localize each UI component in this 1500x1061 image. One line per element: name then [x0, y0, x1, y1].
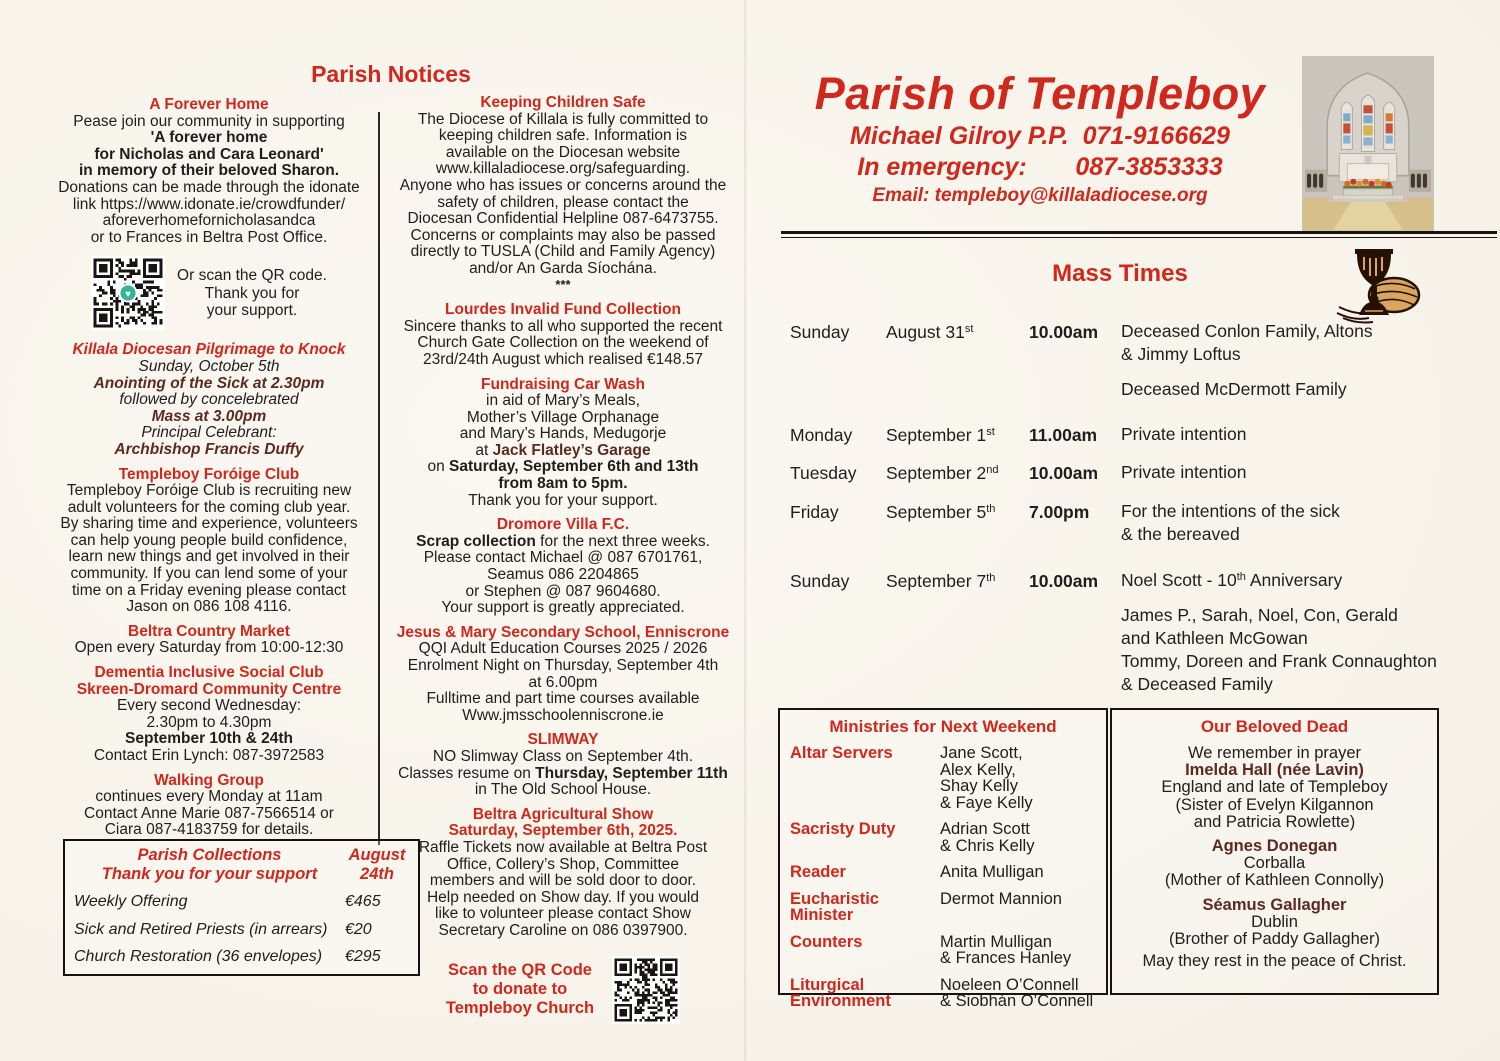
- beloved-dead-entries: [1122, 745, 1427, 970]
- qr-donate-row: [386, 956, 740, 1024]
- text-line: Killala Diocesan Pilgrimage to Knock: [72, 341, 346, 359]
- mass-date: September 1st: [886, 425, 995, 445]
- mass-intentions: [1121, 461, 1458, 484]
- text-line: in The Old School House.: [474, 781, 652, 799]
- collections-row-label: Sick and Retired Priests (in arrears): [74, 920, 328, 938]
- mass-day: Sunday: [790, 322, 850, 342]
- text-line: May they rest in the peace of Christ.: [1142, 952, 1407, 971]
- text-line: Sincere thanks to all who supported the recent: [403, 317, 723, 335]
- notice-section: [42, 342, 376, 458]
- text-line: 23rd/24th August which realised €148.57: [422, 350, 704, 368]
- text-line: Sunday, October 5th: [138, 357, 280, 375]
- text-line: your support.: [206, 302, 298, 320]
- collections-date-day: 24th: [360, 864, 394, 883]
- ministry-row: [790, 891, 1096, 924]
- text-line: NO Slimway Class on September 4th.: [432, 747, 694, 765]
- mass-date: August 31st: [886, 322, 974, 342]
- collections-row-value: €465: [345, 893, 381, 910]
- text-line: from 8am to 5pm.: [498, 475, 628, 493]
- mass-intention-group: [1121, 569, 1458, 592]
- notice-section: [386, 732, 740, 798]
- text-line: in memory of their beloved Sharon.: [78, 162, 340, 180]
- collections-row-value: €295: [345, 948, 381, 966]
- ministry-row: [790, 977, 1096, 1010]
- notice-section: [386, 807, 740, 940]
- mass-intention-line: and Kathleen McGowan: [1121, 628, 1308, 648]
- text-line: and Mary’s Hands, Medugorje: [459, 425, 667, 443]
- qr-code-donate-templeboy: [612, 956, 680, 1024]
- text-line: Church Gate Collection on the weekend of: [417, 334, 709, 352]
- collections-row-label: Church Restoration (36 envelopes): [74, 948, 323, 966]
- text-line: Contact Erin Lynch: 087-3972583: [93, 747, 325, 764]
- ministry-names: [940, 934, 1096, 967]
- text-line: time on a Friday evening please contact: [72, 581, 346, 599]
- text-line: Dementia Inclusive Social Club: [94, 664, 324, 682]
- ministry-names: [940, 821, 1096, 854]
- column-divider-line: [378, 112, 380, 845]
- church-altar-interior-photo: [1303, 57, 1433, 230]
- collections-row: [74, 894, 409, 911]
- text-line: and/or An Garda Síochána.: [469, 259, 657, 277]
- text-line: Noeleen O’Connell: [940, 975, 1079, 994]
- text-line: Sacristy Duty: [790, 820, 896, 838]
- text-line: Pease join our community in supporting: [73, 112, 345, 130]
- ministry-role: [790, 821, 940, 854]
- text-line: Donations can be made through the idonate: [58, 178, 360, 196]
- qr-donate-caption: [446, 961, 594, 1018]
- text-line: learn new things and get involved in their: [68, 548, 350, 566]
- mass-intention-line: James P., Sarah, Noel, Con, Gerald: [1121, 605, 1398, 625]
- text-line: We remember in prayer: [1187, 744, 1361, 762]
- notice-section: [42, 773, 376, 839]
- parish-title: Parish of Templeboy: [814, 68, 1266, 119]
- collections-subtitle: Thank you for your support: [101, 864, 318, 883]
- text-line: England and late of Templeboy: [1161, 778, 1388, 797]
- mass-intentions: [1121, 320, 1458, 401]
- text-line: Liturgical: [790, 975, 865, 994]
- text-line: keeping children safe. Information is: [438, 127, 688, 145]
- text-line: Jesus & Mary Secondary School, Enniscrone: [396, 623, 730, 641]
- ministry-row: [790, 864, 1096, 881]
- text-line: [386, 459, 740, 476]
- text-segment: at: [475, 441, 493, 459]
- priest-contact-line: Michael Gilroy P.P. 071-9166629: [850, 122, 1230, 150]
- notice-section: [42, 665, 376, 765]
- emergency-contact-line: In emergency: 087-3853333: [857, 153, 1223, 181]
- qr-scan-row: [42, 256, 376, 330]
- ministry-names: [940, 891, 1096, 924]
- text-line: Templeboy Church: [445, 999, 595, 1017]
- mass-date: September 2nd: [886, 463, 999, 483]
- collections-row-value: €20: [345, 920, 372, 938]
- collections-title: Parish Collections: [137, 846, 282, 864]
- text-line: Thank you for: [204, 284, 300, 302]
- text-line: Beltra Agricultural Show: [472, 805, 654, 823]
- text-line: link https://www.idonate.ie/crowdfunder/: [72, 195, 346, 213]
- text-line: Adrian Scott: [940, 820, 1030, 838]
- text-line: Anointing of the Sick at 2.30pm: [93, 374, 325, 392]
- text-line: Imelda Hall (née Lavin): [1185, 761, 1364, 780]
- text-line: ***: [555, 276, 571, 292]
- text-line: community. If you can lend some of your: [70, 565, 348, 583]
- text-line: (Brother of Paddy Gallagher): [1169, 930, 1380, 949]
- ministry-role: [790, 891, 940, 924]
- text-line: Altar Servers: [790, 744, 893, 762]
- notices-column-2: [386, 95, 740, 1024]
- parish-header: [782, 68, 1298, 207]
- text-line: for Nicholas and Cara Leonard': [94, 145, 324, 163]
- text-line: Walking Group: [154, 771, 264, 789]
- text-line: Fulltime and part time courses available: [426, 690, 700, 708]
- qr-caption: [177, 267, 327, 320]
- text-line: Shay Kelly: [940, 777, 1018, 795]
- mass-times-row: [790, 500, 1458, 546]
- text-line: Mother’s Village Orphanage: [466, 408, 660, 426]
- text-line: Dromore Villa F.C.: [496, 516, 630, 534]
- mass-intention-line: & the bereaved: [1121, 524, 1240, 544]
- ministry-row: [790, 821, 1096, 854]
- mass-intention-group: [1121, 604, 1458, 696]
- mass-intention-line: Deceased McDermott Family: [1121, 379, 1347, 399]
- text-line: Your support is greatly appreciated.: [441, 599, 685, 617]
- text-line: [386, 443, 740, 460]
- text-line: Séamus Gallagher: [1202, 895, 1347, 914]
- notice-section: [42, 624, 376, 657]
- text-line: Dublin: [1251, 912, 1298, 931]
- collections-header: [74, 846, 409, 883]
- text-line: Corballa: [1243, 854, 1306, 873]
- chalice-and-bread-icon: [1331, 244, 1431, 330]
- text-line: to donate to: [472, 980, 568, 998]
- mass-intention-group: [1121, 320, 1458, 366]
- mass-intention-line: Noel Scott - 10th Anniversary: [1121, 570, 1343, 590]
- text-line: September 10th & 24th: [125, 730, 293, 748]
- text-line: Reader: [790, 863, 846, 881]
- text-segment: on: [427, 458, 450, 476]
- ministry-names: [940, 745, 1096, 811]
- mass-times-heading: Mass Times: [1052, 260, 1188, 287]
- notice-section: [386, 517, 740, 617]
- text-segment: Classes resume on: [398, 764, 536, 782]
- text-line: Or scan the QR code.: [177, 267, 327, 285]
- text-line: available on the Diocesan website: [445, 143, 681, 161]
- text-line: Thank you for your support.: [468, 491, 658, 509]
- beloved-dead-box: [1110, 708, 1439, 995]
- ministry-role: [790, 864, 940, 881]
- text-line: Secretary Caroline on 086 0397900.: [438, 921, 688, 939]
- text-line: Agnes Donegan: [1211, 837, 1338, 856]
- text-line: & Frances Hanley: [940, 949, 1072, 967]
- text-segment: for the next three weeks.: [535, 532, 710, 550]
- text-line: members and will be sold door to door.: [429, 872, 697, 890]
- text-line: 2.30pm to 4.30pm: [146, 713, 272, 731]
- ministries-rows: [790, 745, 1096, 1010]
- mass-intentions: [1121, 500, 1458, 546]
- mass-day: Tuesday: [790, 463, 857, 483]
- text-line: Martin Mulligan: [940, 932, 1052, 951]
- text-line: & Chris Kelly: [940, 836, 1035, 855]
- text-line: Diocesan Confidential Helpline 087-6473755.: [407, 210, 719, 228]
- ministries-box: [778, 708, 1108, 1010]
- text-segment: Jack Flatley’s Garage: [492, 441, 651, 459]
- notice-section: [386, 95, 740, 294]
- text-line: Principal Celebrant:: [141, 424, 277, 442]
- text-line: Eucharistic Minister: [790, 889, 879, 924]
- text-line: Skreen-Dromard Community Centre: [76, 680, 342, 698]
- mass-time: 10.00am: [1029, 571, 1099, 591]
- text-line: can help young people build confidence,: [70, 531, 348, 549]
- mass-day: Monday: [790, 425, 853, 445]
- qr-code-idonate: [91, 256, 165, 330]
- text-line: Concerns or complaints may also be passed: [410, 226, 716, 244]
- mass-intention-line: For the intentions of the sick: [1121, 501, 1340, 521]
- mass-intention-group: [1121, 423, 1458, 446]
- text-line: Dermot Mannion: [940, 889, 1062, 908]
- mass-intention-line: Deceased Conlon Family, Altons: [1121, 321, 1373, 341]
- text-line: adult volunteers for the coming club year.: [67, 498, 351, 516]
- parish-email-line: Email: templeboy@killaladiocese.org: [872, 185, 1208, 206]
- text-line: Help needed on Show day. If you would: [426, 888, 699, 906]
- mass-intention-group: [1121, 378, 1458, 401]
- text-line: Raffle Tickets now available at Beltra Post: [418, 838, 708, 856]
- text-line: Keeping Children Safe: [480, 94, 646, 111]
- mass-intention-line: Private intention: [1121, 462, 1247, 482]
- ministry-names: [940, 977, 1096, 1010]
- notice-section: [386, 625, 740, 725]
- mass-times-row: [790, 320, 1458, 401]
- notice-section: [386, 377, 740, 510]
- collections-row: [74, 922, 409, 939]
- text-line: Jason on 086 108 4116.: [126, 598, 292, 616]
- text-line: Fundraising Car Wash: [481, 375, 645, 393]
- ministries-title: Ministries for Next Weekend: [829, 717, 1057, 736]
- text-line: followed by concelebrated: [119, 391, 299, 409]
- mass-times-row: [790, 423, 1458, 447]
- text-line: like to volunteer please contact Show: [435, 905, 691, 923]
- text-line: The Diocese of Killala is fully committed to: [417, 110, 709, 128]
- mass-intention-line: Private intention: [1121, 424, 1247, 444]
- text-line: at 6.00pm: [528, 673, 598, 691]
- text-segment: Saturday, September 6th and 13th: [449, 458, 699, 476]
- text-segment: Scrap collection: [416, 532, 536, 550]
- text-line: www.killaladiocese.org/safeguarding.: [435, 160, 691, 178]
- collections-date-month: August: [348, 846, 406, 864]
- text-line: Saturday, September 6th, 2025.: [448, 822, 678, 840]
- text-line: (Sister of Evelyn Kilgannon: [1175, 795, 1374, 814]
- text-line: A Forever Home: [149, 96, 269, 113]
- svg-text:♥: ♥: [125, 289, 131, 301]
- text-line: aforeverhomefornicholasandca: [102, 212, 316, 230]
- text-line: Jane Scott,: [940, 744, 1023, 762]
- text-line: Contact Anne Marie 087-7566514 or: [84, 804, 334, 822]
- notice-section: [42, 467, 376, 616]
- text-line: Please contact Michael @ 087 6701761,: [423, 549, 703, 567]
- collections-row: [74, 949, 409, 966]
- text-line: or to Frances in Beltra Post Office.: [90, 228, 328, 246]
- text-line: Seamus 086 2204865: [487, 566, 639, 584]
- text-line: [386, 534, 740, 551]
- ministry-row: [790, 934, 1096, 967]
- text-line: SLIMWAY: [527, 731, 599, 749]
- text-line: continues every Monday at 11am: [95, 788, 323, 806]
- page-fold-crease: [744, 0, 747, 1061]
- text-line: Scan the QR Code: [448, 961, 592, 979]
- text-line: Anyone who has issues or concerns around the: [399, 176, 727, 194]
- mass-time: 7.00pm: [1029, 502, 1090, 522]
- text-line: Anita Mulligan: [940, 863, 1044, 881]
- text-line: directly to TUSLA (Child and Family Agency): [410, 243, 716, 261]
- parish-notices-heading: Parish Notices: [311, 61, 471, 87]
- text-line: Office, Collery’s Shop, Committee: [446, 855, 679, 873]
- mass-day: Friday: [790, 502, 839, 522]
- header-divider-rule: [781, 231, 1497, 238]
- text-segment: Thursday, September 11th: [535, 764, 728, 782]
- mass-intention-line: & Deceased Family: [1121, 674, 1273, 694]
- mass-time: 10.00am: [1029, 322, 1099, 342]
- notice-section: [386, 302, 740, 368]
- collections-rows: [74, 894, 409, 966]
- mass-day: Sunday: [790, 571, 850, 591]
- text-line: Templeboy Foróige Club is recruiting new: [66, 482, 352, 500]
- text-line: Beltra Country Market: [128, 622, 290, 640]
- ministry-role: [790, 745, 940, 811]
- ministry-row: [790, 745, 1096, 811]
- mass-intentions: [1121, 569, 1458, 696]
- mass-date: September 5th: [886, 502, 996, 522]
- text-line: QQI Adult Education Courses 2025 / 2026: [418, 640, 708, 658]
- text-line: in aid of Mary’s Meals,: [486, 392, 640, 410]
- text-line: Counters: [790, 932, 863, 951]
- text-line: Www.jmsschoolenniscrone.ie: [462, 706, 664, 724]
- mass-time: 11.00am: [1029, 425, 1098, 445]
- ministry-role: [790, 977, 940, 1010]
- collections-row-label: Weekly Offering: [74, 893, 188, 910]
- mass-times-row: [790, 461, 1458, 485]
- text-line: & Siobhán O’Connell: [940, 992, 1094, 1010]
- text-line: Environment: [790, 992, 891, 1010]
- text-line: Enrolment Night on Thursday, September 4th: [407, 657, 719, 674]
- mass-intention-line: Tommy, Doreen and Frank Connaughton: [1121, 651, 1437, 671]
- text-line: Every second Wednesday:: [116, 697, 302, 715]
- mass-times-row: [790, 569, 1458, 696]
- mass-intention-group: [1121, 461, 1458, 484]
- beloved-dead-title: Our Beloved Dead: [1200, 717, 1349, 736]
- text-line: [386, 766, 740, 783]
- text-line: and Patricia Rowlette): [1193, 812, 1356, 831]
- text-line: 'A forever home: [150, 129, 268, 147]
- notice-section: [42, 97, 376, 246]
- mass-intentions: [1121, 423, 1458, 446]
- notices-column-1: [42, 97, 376, 847]
- text-line: Ciara 087-4183759 for details.: [104, 821, 314, 839]
- text-line: Templeboy Foróige Club: [118, 465, 300, 483]
- text-line: Alex Kelly,: [940, 760, 1016, 779]
- text-line: (Mother of Kathleen Connolly): [1164, 871, 1385, 890]
- text-line: Open every Saturday from 10:00-12:30: [74, 639, 344, 657]
- ministry-role: [790, 934, 940, 967]
- text-line: safety of children, please contact the: [437, 193, 689, 211]
- text-line: or Stephen @ 087 9604680.: [465, 582, 661, 600]
- mass-time: 10.00am: [1029, 463, 1099, 483]
- mass-intention-line: & Jimmy Loftus: [1121, 344, 1241, 364]
- text-line: Archbishop Francis Duffy: [114, 440, 304, 458]
- text-line: Mass at 3.00pm: [151, 407, 267, 425]
- mass-date: September 7th: [886, 571, 996, 591]
- mass-intention-group: [1121, 500, 1458, 546]
- text-line: By sharing time and experience, volunteers: [60, 515, 358, 533]
- mass-times-table: [790, 320, 1458, 696]
- text-line: Lourdes Invalid Fund Collection: [445, 301, 681, 319]
- text-line: & Faye Kelly: [940, 793, 1033, 812]
- ministry-names: [940, 864, 1096, 881]
- parish-collections-table: [63, 839, 420, 976]
